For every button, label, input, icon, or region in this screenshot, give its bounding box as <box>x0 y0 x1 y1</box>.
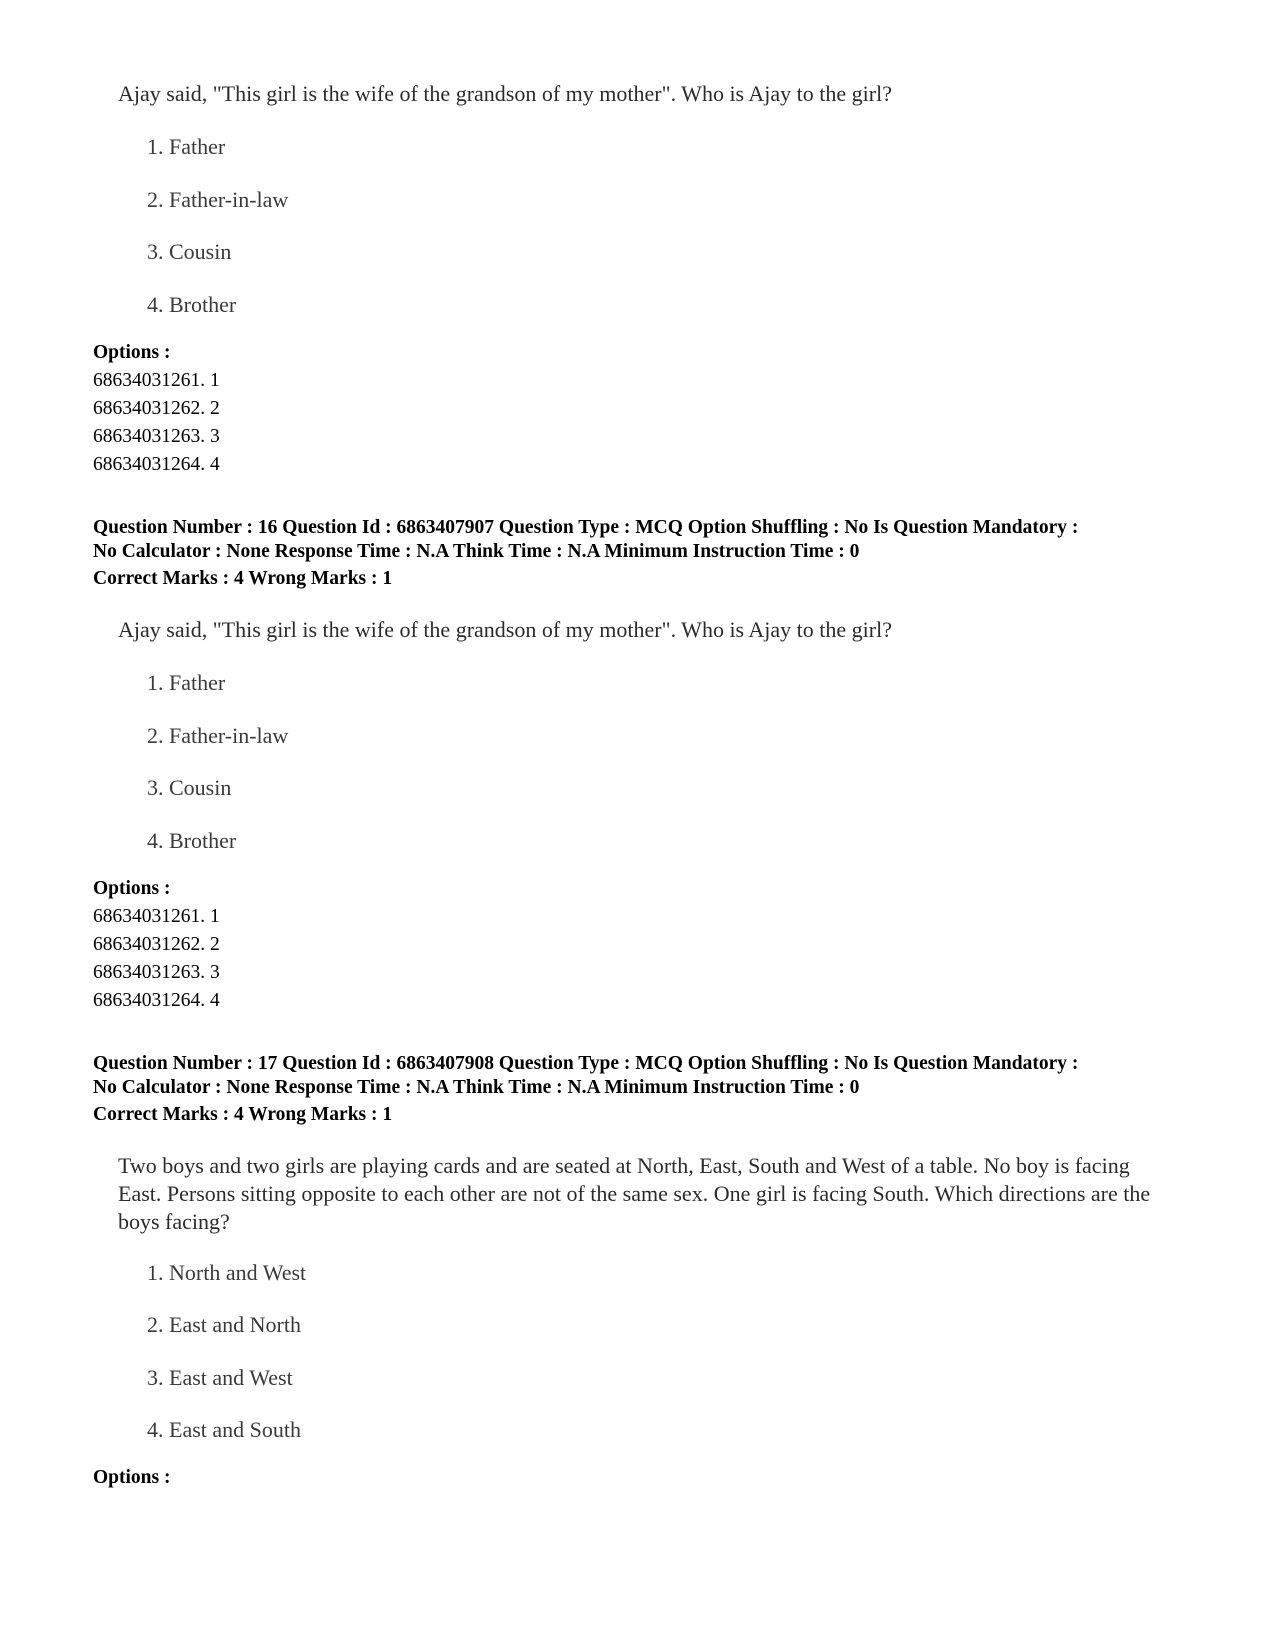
choice-item: 1. North and West <box>147 1260 307 1285</box>
choice-item: 4. Brother <box>147 828 237 853</box>
choice-item: 3. Cousin <box>147 239 232 264</box>
question-marks: Correct Marks : 4 Wrong Marks : 1 <box>93 1104 393 1125</box>
option-id: 68634031264. 4 <box>93 990 220 1011</box>
option-id: 68634031261. 1 <box>93 370 220 391</box>
question-marks: Correct Marks : 4 Wrong Marks : 1 <box>93 568 393 589</box>
question-text: Ajay said, "This girl is the wife of the grandson of my mother". Who is Ajay to the girl? <box>118 617 892 642</box>
choice-item: 3. East and West <box>147 1365 293 1390</box>
option-id: 68634031262. 2 <box>93 398 220 419</box>
option-id: 68634031263. 3 <box>93 962 220 983</box>
option-id: 68634031261. 1 <box>93 906 220 927</box>
options-label: Options : <box>93 878 171 899</box>
option-id: 68634031264. 4 <box>93 454 220 475</box>
options-label: Options : <box>93 1467 171 1488</box>
choice-item: 3. Cousin <box>147 775 232 800</box>
choice-item: 4. East and South <box>147 1417 301 1442</box>
choice-item: 4. Brother <box>147 292 237 317</box>
question-text: Ajay said, "This girl is the wife of the grandson of my mother". Who is Ajay to the girl? <box>118 81 892 106</box>
choice-item: 2. Father-in-law <box>147 723 289 748</box>
choice-item: 1. Father <box>147 134 226 159</box>
option-id: 68634031262. 2 <box>93 934 220 955</box>
choice-item: 2. Father-in-law <box>147 187 289 212</box>
choice-item: 2. East and North <box>147 1312 301 1337</box>
question-meta-line: Question Number : 17 Question Id : 6863407908 Question Type : MCQ Option Shuffling : No Is Question Mandatory : <box>93 1053 1079 1074</box>
choice-item: 1. Father <box>147 670 226 695</box>
question-meta-line: Question Number : 16 Question Id : 6863407907 Question Type : MCQ Option Shuffling : No Is Question Mandatory : <box>93 517 1079 538</box>
option-id: 68634031263. 3 <box>93 426 220 447</box>
options-label: Options : <box>93 342 171 363</box>
question-meta-line: No Calculator : None Response Time : N.A Think Time : N.A Minimum Instruction Time : 0 <box>93 1077 860 1098</box>
question-text: Two boys and two girls are playing cards and are seated at North, East, South and West of a table. No boy is facing East. Persons sitting opposite to each other are not of the same sex. One girl is facing South. Which directions are the boys facing? <box>118 1153 1151 1234</box>
question-meta-line: No Calculator : None Response Time : N.A Think Time : N.A Minimum Instruction Time : 0 <box>93 541 860 562</box>
